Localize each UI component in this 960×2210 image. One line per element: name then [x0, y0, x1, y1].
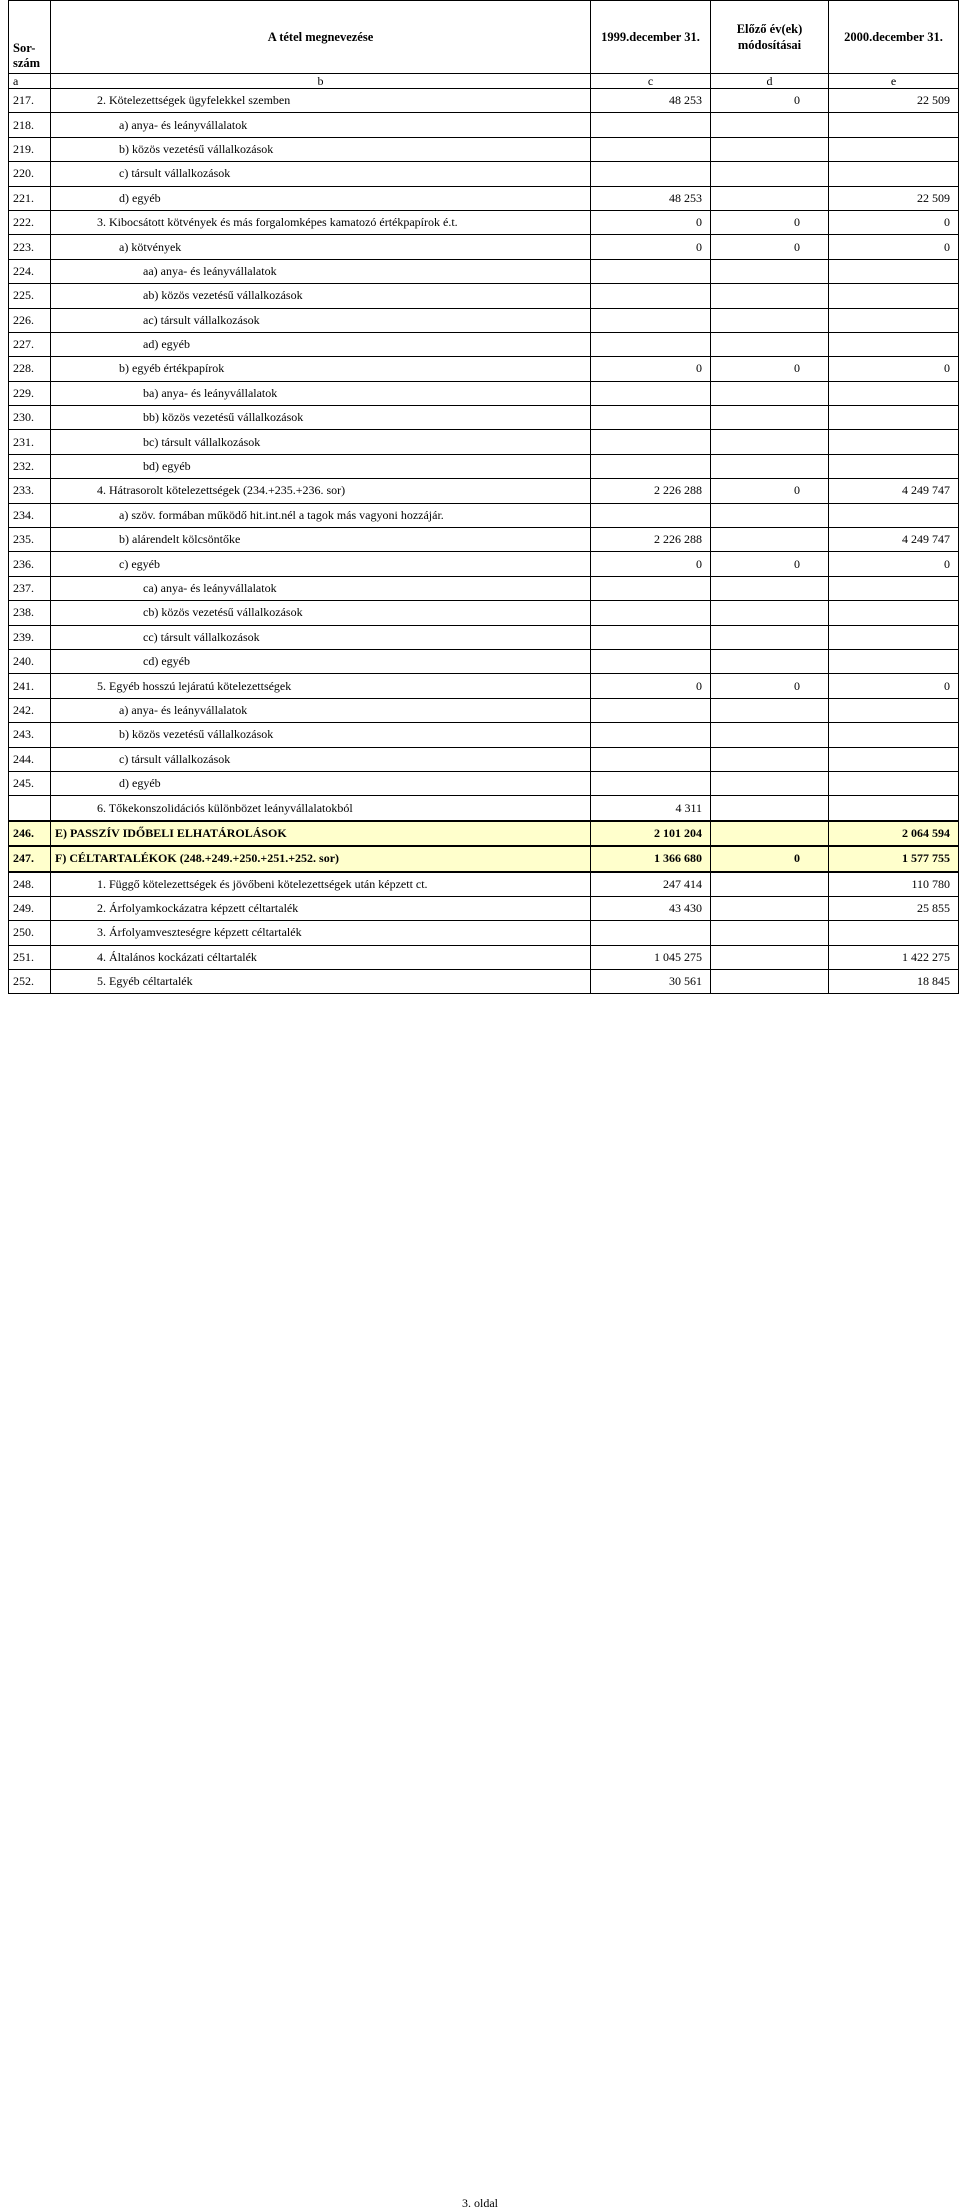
row-number: 234.	[9, 503, 51, 527]
row-number: 222.	[9, 210, 51, 234]
value-modification	[711, 284, 829, 308]
table-row	[9, 113, 959, 137]
value-modification	[711, 332, 829, 356]
row-label: bd) egyéb	[51, 454, 591, 478]
row-label: bc) társult vállalkozások	[51, 430, 591, 454]
row-number: 251.	[9, 945, 51, 969]
value-modification	[711, 747, 829, 771]
value-2000	[829, 698, 959, 722]
value-modification	[711, 308, 829, 332]
value-1999: 48 253	[591, 89, 711, 113]
row-label: cc) társult vállalkozások	[51, 625, 591, 649]
row-number: 249.	[9, 896, 51, 920]
value-2000	[829, 406, 959, 430]
row-number: 217.	[9, 89, 51, 113]
value-1999	[591, 430, 711, 454]
value-1999: 48 253	[591, 186, 711, 210]
value-1999: 1 366 680	[591, 846, 711, 871]
row-number: 226.	[9, 308, 51, 332]
header-2000: 2000.december 31.	[829, 1, 959, 74]
row-label: 6. Tőkekonszolidációs különbözet leányvállalatokból	[51, 796, 591, 821]
row-number: 220.	[9, 162, 51, 186]
value-modification	[711, 381, 829, 405]
row-label: F) CÉLTARTALÉKOK (248.+249.+250.+251.+252. sor)	[51, 846, 591, 871]
value-2000	[829, 723, 959, 747]
row-label: cd) egyéb	[51, 649, 591, 673]
balance-sheet-table	[8, 0, 959, 994]
table-row	[9, 406, 959, 430]
table-row	[9, 528, 959, 552]
row-number: 240.	[9, 649, 51, 673]
value-2000	[829, 332, 959, 356]
value-2000	[829, 454, 959, 478]
value-2000	[829, 113, 959, 137]
value-modification	[711, 796, 829, 821]
value-modification	[711, 576, 829, 600]
value-2000	[829, 625, 959, 649]
value-2000	[829, 601, 959, 625]
table-row	[9, 137, 959, 161]
value-modification	[711, 723, 829, 747]
row-label: ca) anya- és leányvállalatok	[51, 576, 591, 600]
value-modification	[711, 503, 829, 527]
row-number: 246.	[9, 821, 51, 846]
table-row	[9, 357, 959, 381]
column-letters-row	[9, 74, 959, 89]
table-row	[9, 259, 959, 283]
value-2000	[829, 771, 959, 795]
table-header-row	[9, 1, 959, 74]
row-number: 235.	[9, 528, 51, 552]
row-number: 223.	[9, 235, 51, 259]
row-label: b) közös vezetésű vállalkozások	[51, 137, 591, 161]
row-number: 232.	[9, 454, 51, 478]
table-row	[9, 89, 959, 113]
table-row	[9, 576, 959, 600]
row-label: 2. Árfolyamkockázatra képzett céltartalék	[51, 896, 591, 920]
value-2000	[829, 381, 959, 405]
column-letter-e: e	[829, 74, 959, 89]
page-number: 3. oldal	[462, 2196, 498, 2210]
row-number: 237.	[9, 576, 51, 600]
row-label: d) egyéb	[51, 771, 591, 795]
table-row	[9, 284, 959, 308]
row-number: 244.	[9, 747, 51, 771]
value-1999	[591, 625, 711, 649]
header-item-name: A tétel megnevezése	[51, 1, 591, 74]
value-modification	[711, 872, 829, 897]
row-label: c) társult vállalkozások	[51, 747, 591, 771]
value-modification	[711, 921, 829, 945]
value-2000	[829, 796, 959, 821]
row-number: 229.	[9, 381, 51, 405]
value-1999	[591, 601, 711, 625]
row-label: aa) anya- és leányvállalatok	[51, 259, 591, 283]
table-body	[9, 89, 959, 994]
table-row	[9, 503, 959, 527]
row-label: 2. Kötelezettségek ügyfelekkel szemben	[51, 89, 591, 113]
value-1999	[591, 454, 711, 478]
table-row	[9, 698, 959, 722]
header-modifications: Előző év(ek) módosításai	[711, 1, 829, 74]
value-1999: 1 045 275	[591, 945, 711, 969]
row-label: 4. Általános kockázati céltartalék	[51, 945, 591, 969]
value-modification	[711, 601, 829, 625]
value-1999	[591, 381, 711, 405]
value-2000: 0	[829, 674, 959, 698]
row-number: 238.	[9, 601, 51, 625]
value-1999	[591, 771, 711, 795]
value-modification: 0	[711, 210, 829, 234]
value-1999: 0	[591, 357, 711, 381]
value-modification: 0	[711, 357, 829, 381]
row-label: 4. Hátrasorolt kötelezettségek (234.+235.+236. sor)	[51, 479, 591, 503]
row-label: a) anya- és leányvállalatok	[51, 698, 591, 722]
header-1999: 1999.december 31.	[591, 1, 711, 74]
value-2000: 4 249 747	[829, 528, 959, 552]
table-row	[9, 479, 959, 503]
table-row	[9, 921, 959, 945]
value-2000	[829, 576, 959, 600]
table-row	[9, 235, 959, 259]
row-label: 3. Árfolyamveszteségre képzett céltartalék	[51, 921, 591, 945]
row-label: b) közös vezetésű vállalkozások	[51, 723, 591, 747]
value-2000: 2 064 594	[829, 821, 959, 846]
value-2000	[829, 430, 959, 454]
row-label: d) egyéb	[51, 186, 591, 210]
row-label: b) alárendelt kölcsöntőke	[51, 528, 591, 552]
value-2000: 0	[829, 552, 959, 576]
value-modification	[711, 406, 829, 430]
value-1999	[591, 698, 711, 722]
value-2000	[829, 308, 959, 332]
table-row	[9, 896, 959, 920]
column-letter-d: d	[711, 74, 829, 89]
table-row	[9, 625, 959, 649]
value-2000: 4 249 747	[829, 479, 959, 503]
value-1999	[591, 308, 711, 332]
table-row-highlight	[9, 846, 959, 871]
row-label: ad) egyéb	[51, 332, 591, 356]
row-number: 225.	[9, 284, 51, 308]
table-row	[9, 747, 959, 771]
value-1999	[591, 576, 711, 600]
value-2000	[829, 921, 959, 945]
table-row	[9, 454, 959, 478]
table-row	[9, 674, 959, 698]
value-2000	[829, 284, 959, 308]
value-modification: 0	[711, 552, 829, 576]
row-number: 250.	[9, 921, 51, 945]
value-1999: 30 561	[591, 970, 711, 994]
table-row	[9, 381, 959, 405]
row-label: ab) közös vezetésű vállalkozások	[51, 284, 591, 308]
row-label: 5. Egyéb hosszú lejáratú kötelezettségek	[51, 674, 591, 698]
row-label: cb) közös vezetésű vállalkozások	[51, 601, 591, 625]
value-modification	[711, 162, 829, 186]
value-1999: 4 311	[591, 796, 711, 821]
row-label: a) kötvények	[51, 235, 591, 259]
row-label: 3. Kibocsátott kötvények és más forgalomképes kamatozó értékpapírok é.t.	[51, 210, 591, 234]
value-1999	[591, 113, 711, 137]
value-modification	[711, 970, 829, 994]
value-modification	[711, 945, 829, 969]
value-2000	[829, 649, 959, 673]
table-row	[9, 210, 959, 234]
value-2000: 0	[829, 235, 959, 259]
value-modification	[711, 649, 829, 673]
value-2000: 110 780	[829, 872, 959, 897]
table-row	[9, 332, 959, 356]
column-letter-b: b	[51, 74, 591, 89]
value-modification: 0	[711, 235, 829, 259]
value-2000	[829, 137, 959, 161]
value-2000: 1 577 755	[829, 846, 959, 871]
value-1999: 0	[591, 674, 711, 698]
row-number: 239.	[9, 625, 51, 649]
row-number: 247.	[9, 846, 51, 871]
value-1999	[591, 921, 711, 945]
table-row	[9, 186, 959, 210]
row-number: 219.	[9, 137, 51, 161]
table-row	[9, 430, 959, 454]
value-1999	[591, 284, 711, 308]
value-modification	[711, 186, 829, 210]
value-1999	[591, 503, 711, 527]
value-2000	[829, 503, 959, 527]
table-row	[9, 723, 959, 747]
value-modification: 0	[711, 674, 829, 698]
row-label: ba) anya- és leányvállalatok	[51, 381, 591, 405]
value-modification	[711, 454, 829, 478]
value-modification	[711, 259, 829, 283]
value-2000	[829, 747, 959, 771]
value-1999: 2 101 204	[591, 821, 711, 846]
row-label: bb) közös vezetésű vállalkozások	[51, 406, 591, 430]
value-1999	[591, 332, 711, 356]
value-2000: 22 509	[829, 89, 959, 113]
value-1999: 0	[591, 210, 711, 234]
table-row	[9, 771, 959, 795]
value-1999: 2 226 288	[591, 528, 711, 552]
row-number: 252.	[9, 970, 51, 994]
value-1999	[591, 137, 711, 161]
table-row	[9, 308, 959, 332]
value-1999	[591, 162, 711, 186]
value-2000	[829, 162, 959, 186]
column-letter-a: a	[9, 74, 51, 89]
row-number: 245.	[9, 771, 51, 795]
row-label: b) egyéb értékpapírok	[51, 357, 591, 381]
row-number: 228.	[9, 357, 51, 381]
column-letter-c: c	[591, 74, 711, 89]
value-modification: 0	[711, 846, 829, 871]
row-number: 242.	[9, 698, 51, 722]
value-1999: 0	[591, 552, 711, 576]
row-number: 230.	[9, 406, 51, 430]
row-number: 224.	[9, 259, 51, 283]
value-2000: 0	[829, 210, 959, 234]
value-modification	[711, 771, 829, 795]
value-1999	[591, 747, 711, 771]
value-2000: 22 509	[829, 186, 959, 210]
row-number: 241.	[9, 674, 51, 698]
value-modification	[711, 137, 829, 161]
row-number: 231.	[9, 430, 51, 454]
row-number: 218.	[9, 113, 51, 137]
value-modification	[711, 528, 829, 552]
row-label: ac) társult vállalkozások	[51, 308, 591, 332]
table-row	[9, 796, 959, 821]
row-label: 5. Egyéb céltartalék	[51, 970, 591, 994]
value-modification	[711, 113, 829, 137]
row-label: a) anya- és leányvállalatok	[51, 113, 591, 137]
row-number: 227.	[9, 332, 51, 356]
row-label: c) egyéb	[51, 552, 591, 576]
row-number: 248.	[9, 872, 51, 897]
value-2000	[829, 259, 959, 283]
table-row	[9, 872, 959, 897]
value-modification: 0	[711, 89, 829, 113]
value-modification	[711, 698, 829, 722]
value-modification	[711, 430, 829, 454]
value-2000: 0	[829, 357, 959, 381]
row-label: c) társult vállalkozások	[51, 162, 591, 186]
row-number: 233.	[9, 479, 51, 503]
value-2000: 25 855	[829, 896, 959, 920]
row-label: 1. Függő kötelezettségek és jövőbeni kötelezettségek után képzett ct.	[51, 872, 591, 897]
table-row	[9, 945, 959, 969]
row-number: 221.	[9, 186, 51, 210]
value-2000: 18 845	[829, 970, 959, 994]
row-label: a) szöv. formában működő hit.int.nél a tagok más vagyoni hozzájár.	[51, 503, 591, 527]
value-1999: 0	[591, 235, 711, 259]
value-1999: 2 226 288	[591, 479, 711, 503]
row-label: E) PASSZÍV IDŐBELI ELHATÁROLÁSOK	[51, 821, 591, 846]
value-2000: 1 422 275	[829, 945, 959, 969]
value-1999	[591, 406, 711, 430]
row-number	[9, 796, 51, 821]
table-row	[9, 649, 959, 673]
value-1999: 247 414	[591, 872, 711, 897]
table-row-highlight	[9, 821, 959, 846]
value-1999	[591, 723, 711, 747]
value-modification: 0	[711, 479, 829, 503]
value-1999	[591, 259, 711, 283]
value-1999: 43 430	[591, 896, 711, 920]
row-number: 236.	[9, 552, 51, 576]
table-row	[9, 970, 959, 994]
table-row	[9, 162, 959, 186]
value-modification	[711, 896, 829, 920]
row-number: 243.	[9, 723, 51, 747]
table-row	[9, 601, 959, 625]
header-sorszam: Sor-szám	[9, 1, 51, 74]
value-modification	[711, 821, 829, 846]
value-modification	[711, 625, 829, 649]
value-1999	[591, 649, 711, 673]
table-row	[9, 552, 959, 576]
